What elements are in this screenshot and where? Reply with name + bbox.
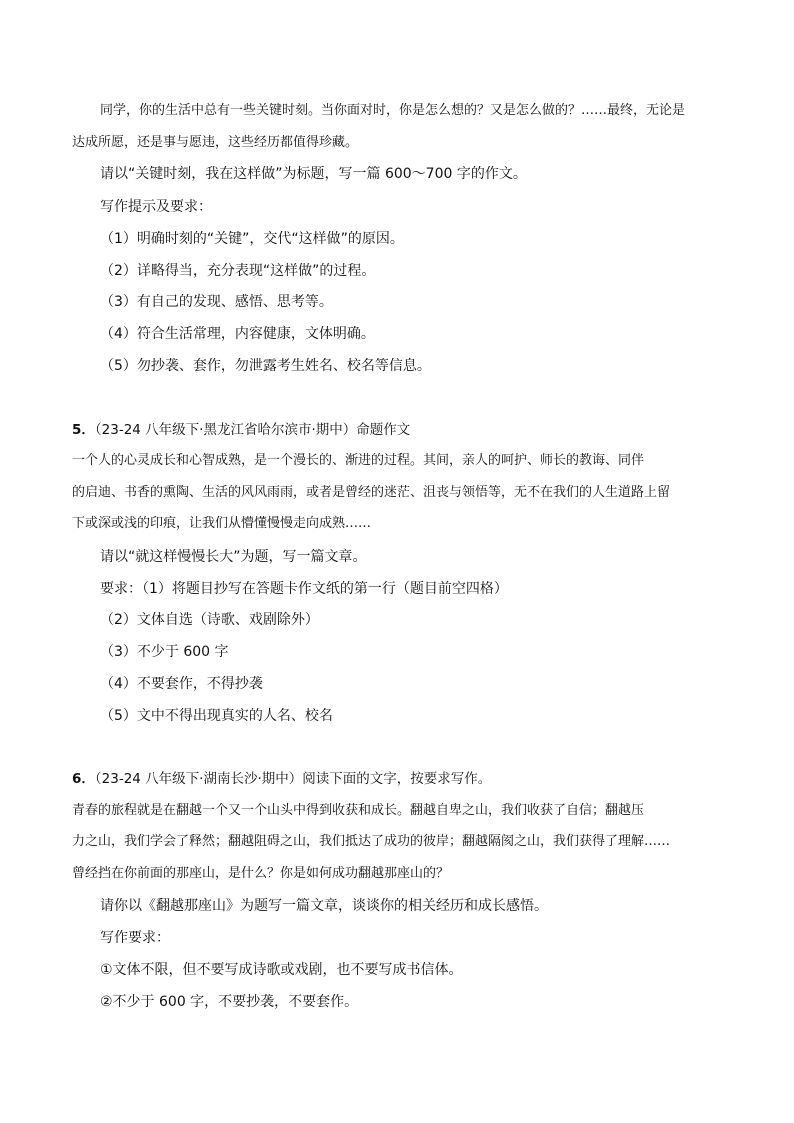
requirement-item: （5）文中不得出现真实的人名、校名 <box>100 708 333 724</box>
material-line: 达成所愿，还是事与愿违，这些经历都值得珍藏。 <box>72 135 359 150</box>
material-line: 同学，你的生活中总有一些关键时刻。当你面对时，你是怎么想的？又是怎么做的？……最终，无论是 <box>100 103 686 118</box>
requirement-item: ②不少于 600 字，不要抄袭，不要套作。 <box>100 994 359 1010</box>
requirements-title: 写作提示及要求： <box>100 199 212 215</box>
material-line: 曾经挡在你前面的那座山，是什么？你是如何成功翻越那座山的？ <box>72 866 450 881</box>
requirement-item: （3）不少于 600 字 <box>100 644 229 660</box>
writing-prompt: 请你以《翻越那座山》为题写一篇文章，谈谈你的相关经历和成长感悟。 <box>100 898 548 914</box>
requirement-item: （1）明确时刻的“关键”，交代“这样做”的原因。 <box>100 231 404 247</box>
requirement-item: （3）有自己的发现、感悟、思考等。 <box>100 294 333 310</box>
writing-prompt: 请以“关键时刻，我在这样做”为标题，写一篇 600～700 字的作文。 <box>100 166 527 182</box>
requirement-item: ①文体不限，但不要写成诗歌或戏剧，也不要写成书信体。 <box>100 962 463 978</box>
requirement-item: 要求：（1）将题目抄写在答题卡作文纸的第一行（题目前空四格） <box>100 581 508 597</box>
material-line: 力之山，我们学会了释然；翻越阻碍之山，我们抵达了成功的彼岸；翻越隔阂之山，我们获得了理解…… <box>72 834 671 849</box>
requirements-title: 写作要求： <box>100 930 170 946</box>
material-line: 的启迪、书香的熏陶、生活的风风雨雨，或者是曾经的迷茫、沮丧与领悟等，无不在我们的人生道路上留 <box>72 485 671 500</box>
requirement-item: （4）符合生活常理，内容健康，文体明确。 <box>100 326 375 342</box>
question-source: （23-24 八年级下·湖南长沙·期中）阅读下面的文字，按要求写作。 <box>94 771 492 787</box>
material-line: 下或深或浅的印痕，让我们从懵懂慢慢走向成熟…… <box>72 516 372 531</box>
material-line: 一个人的心灵成长和心智成熟，是一个漫长的、渐进的过程。其间，亲人的呵护、师长的教诲、同伴 <box>72 453 645 468</box>
question-number: 5． <box>72 422 95 438</box>
writing-prompt: 请以“就这样慢慢长大”为题，写一篇文章。 <box>100 549 367 565</box>
requirement-item: （4）不要套作，不得抄袭 <box>100 676 263 692</box>
material-line: 青春的旅程就是在翻越一个又一个山头中得到收获和成长。翻越自卑之山，我们收获了自信；翻越压 <box>72 803 645 818</box>
requirement-item: （2）详略得当，充分表现“这样做”的过程。 <box>100 263 376 279</box>
question-number: 6． <box>72 771 95 787</box>
question-source: （23-24 八年级下·黑龙江省哈尔滨市·期中）命题作文 <box>94 422 411 438</box>
requirement-item: （5）勿抄袭、套作，勿泄露考生姓名、校名等信息。 <box>100 358 431 374</box>
question-heading <box>72 769 491 789</box>
requirement-item: （2）文体自选（诗歌、戏剧除外） <box>100 612 319 628</box>
question-heading <box>72 420 410 440</box>
